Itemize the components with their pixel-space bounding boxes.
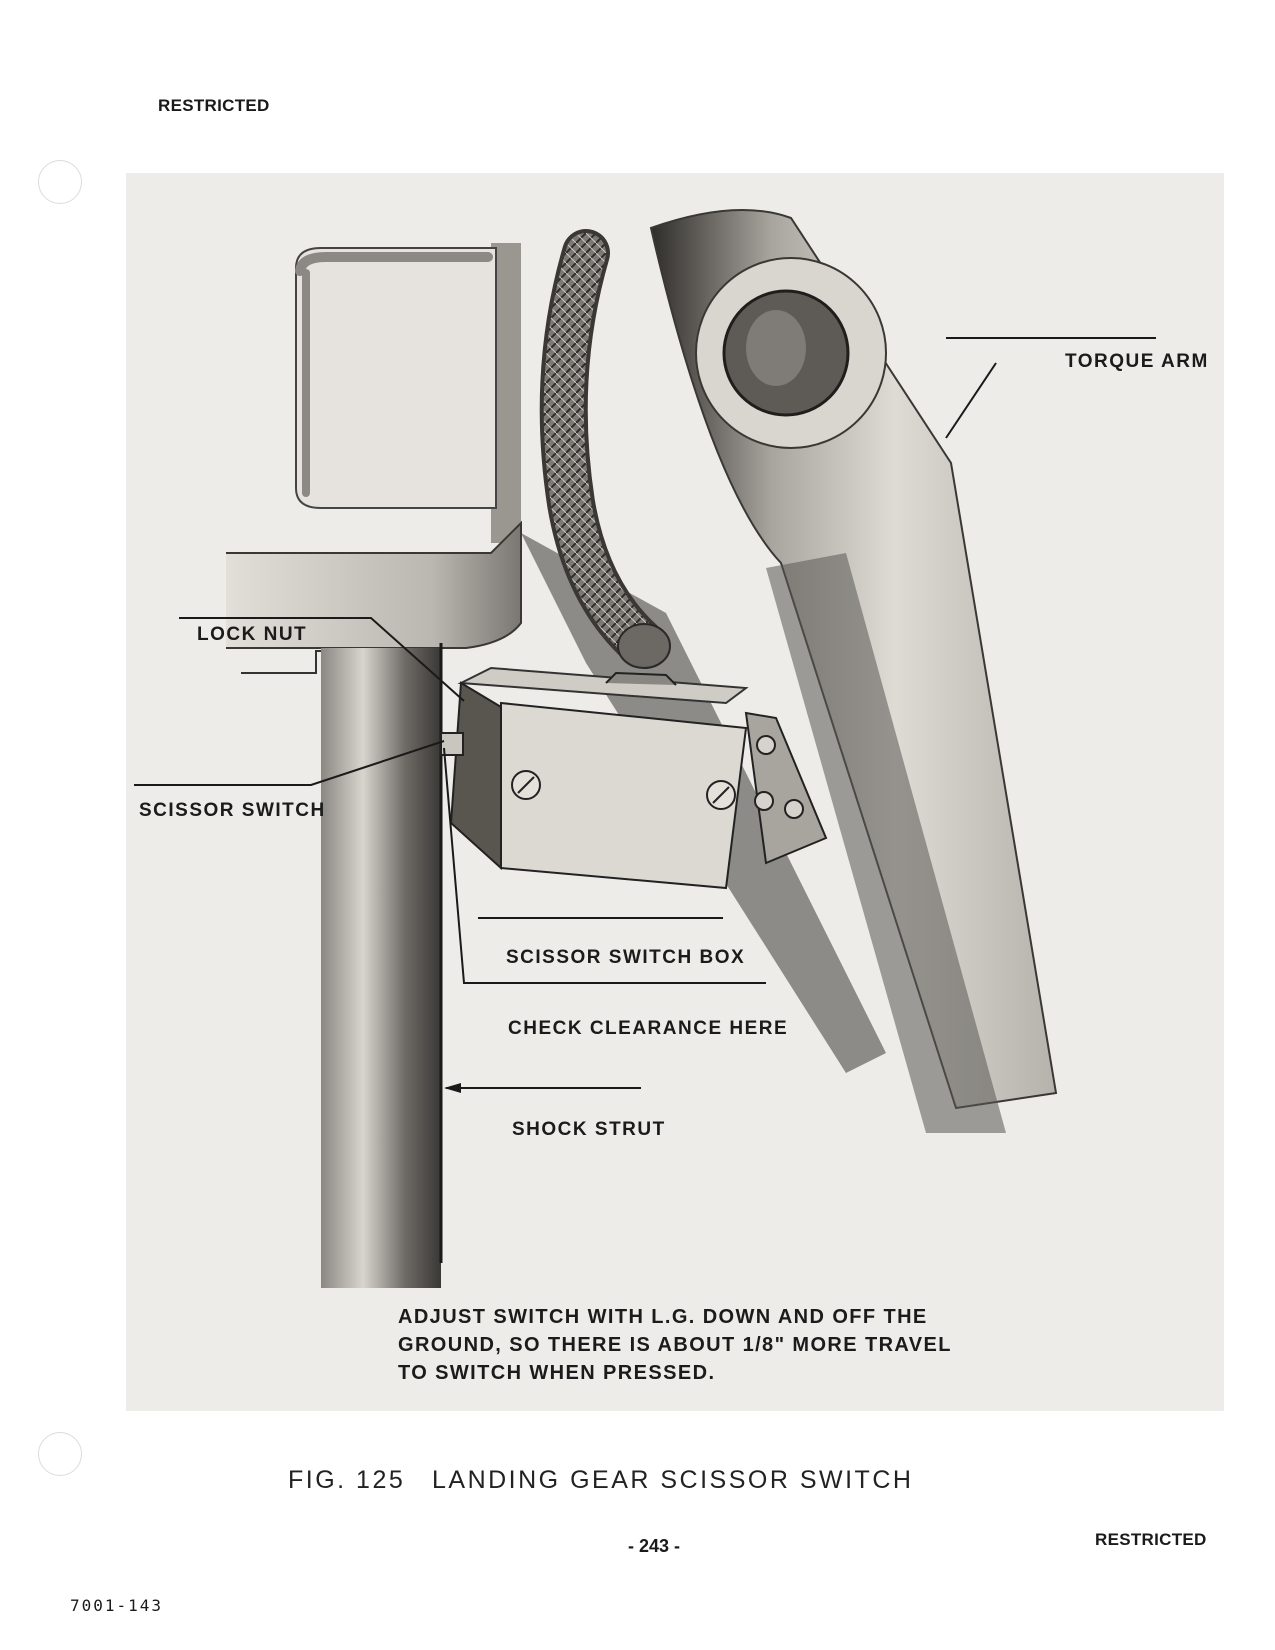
punch-hole-bottom	[38, 1432, 82, 1476]
figure-illustration	[126, 173, 1224, 1411]
note-line-3: TO SWITCH WHEN PRESSED.	[398, 1362, 716, 1384]
label-check-clearance: CHECK CLEARANCE HERE	[508, 1018, 789, 1039]
label-scissor-switch: SCISSOR SWITCH	[139, 800, 326, 821]
figure-number: FIG. 125	[288, 1466, 406, 1494]
document-number: 7001-143	[70, 1596, 164, 1615]
page-number: - 243 -	[628, 1536, 681, 1556]
note-line-1: ADJUST SWITCH WITH L.G. DOWN AND OFF THE	[398, 1306, 928, 1328]
note-line-2: GROUND, SO THERE IS ABOUT 1/8" MORE TRAVEL	[398, 1334, 952, 1356]
adjustment-note	[398, 1303, 952, 1387]
label-torque-arm: TORQUE ARM	[1065, 351, 1209, 372]
label-scissor-switch-box: SCISSOR SWITCH BOX	[506, 947, 746, 968]
security-marking-bottom: RESTRICTED	[1095, 1530, 1207, 1549]
figure-title: LANDING GEAR SCISSOR SWITCH	[432, 1466, 914, 1494]
label-lock-nut: LOCK NUT	[197, 624, 308, 645]
label-shock-strut: SHOCK STRUT	[512, 1119, 666, 1140]
security-marking-top: RESTRICTED	[158, 96, 270, 115]
punch-hole-top	[38, 160, 82, 204]
